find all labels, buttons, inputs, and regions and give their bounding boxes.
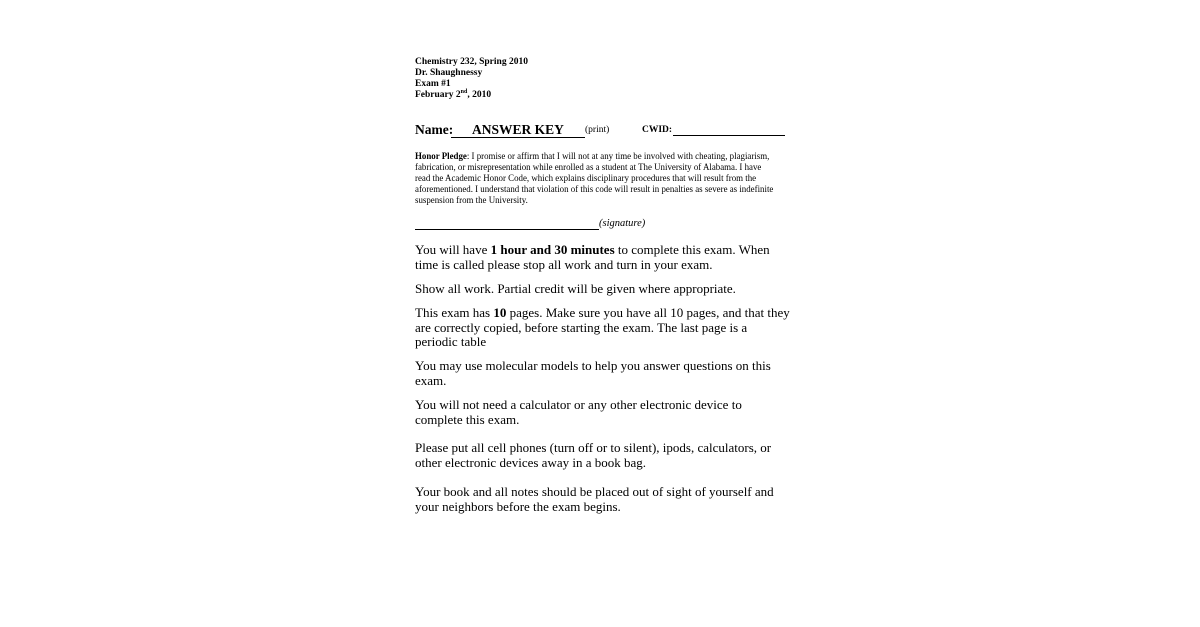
cwid-label: CWID: — [642, 125, 673, 135]
name-row — [415, 122, 790, 140]
exam-number: Exam #1 — [415, 79, 451, 89]
honor-pledge-label: Honor Pledge — [415, 151, 467, 161]
instruction-phones: Please put all cell phones (turn off or to silent), ipods, calculators, or other electronic devices away in a book bag. — [415, 440, 772, 470]
exam-date-superscript: nd — [460, 88, 468, 95]
name-field: ANSWER KEY — [451, 122, 585, 138]
honor-pledge — [415, 151, 775, 206]
exam-header — [415, 57, 528, 101]
signature-row — [415, 217, 675, 233]
course-title: Chemistry 232, Spring 2010 — [415, 57, 528, 67]
instruction-time-bold: 1 hour and 30 minutes — [490, 242, 615, 257]
instruction-models: You may use molecular models to help you answer questions on this exam. — [415, 358, 771, 388]
signature-label: (signature) — [599, 218, 646, 229]
exam-date-prefix: February 2 — [415, 90, 461, 100]
instruction-time-post: to complete this exam. When time is called please stop all work and turn in your exam. — [415, 242, 770, 272]
print-hint: (print) — [585, 125, 610, 135]
instruction-pages-post: pages. Make sure you have all 10 pages, and that they are correctly copied, before starting the exam. The last page is a periodic table — [415, 305, 790, 350]
signature-line — [415, 229, 599, 230]
instruction-pages-bold: 10 — [493, 305, 507, 320]
exam-date-suffix: , 2010 — [467, 90, 492, 100]
instruction-time — [415, 243, 790, 272]
instruction-book: Your book and all notes should be placed out of sight of yourself and your neighbors before the exam begins. — [415, 484, 774, 514]
instruction-pages-pre: This exam has — [415, 305, 494, 320]
exam-date — [415, 90, 528, 101]
instructor-name: Dr. Shaughnessy — [415, 68, 483, 78]
cwid-field-line — [673, 135, 785, 136]
instruction-calculator: You will not need a calculator or any other electronic device to complete this exam. — [415, 397, 742, 427]
honor-pledge-text: : I promise or affirm that I will not at any time be involved with cheating, plagiarism, fabrication, or misrepresentation while enrolled as a student at The University of Alabama. I have read the Academic Honor Code, which explains disciplinary procedures that will result from the aforementioned. I understand that violation of this code will result in penalties as severe as indefinite suspension from the University. — [415, 151, 774, 205]
exam-cover-page — [415, 0, 790, 627]
instruction-show-work: Show all work. Partial credit will be given where appropriate. — [415, 281, 736, 296]
name-label: Name: — [415, 122, 454, 137]
instruction-time-pre: You will have — [415, 242, 491, 257]
instruction-pages — [415, 306, 790, 350]
